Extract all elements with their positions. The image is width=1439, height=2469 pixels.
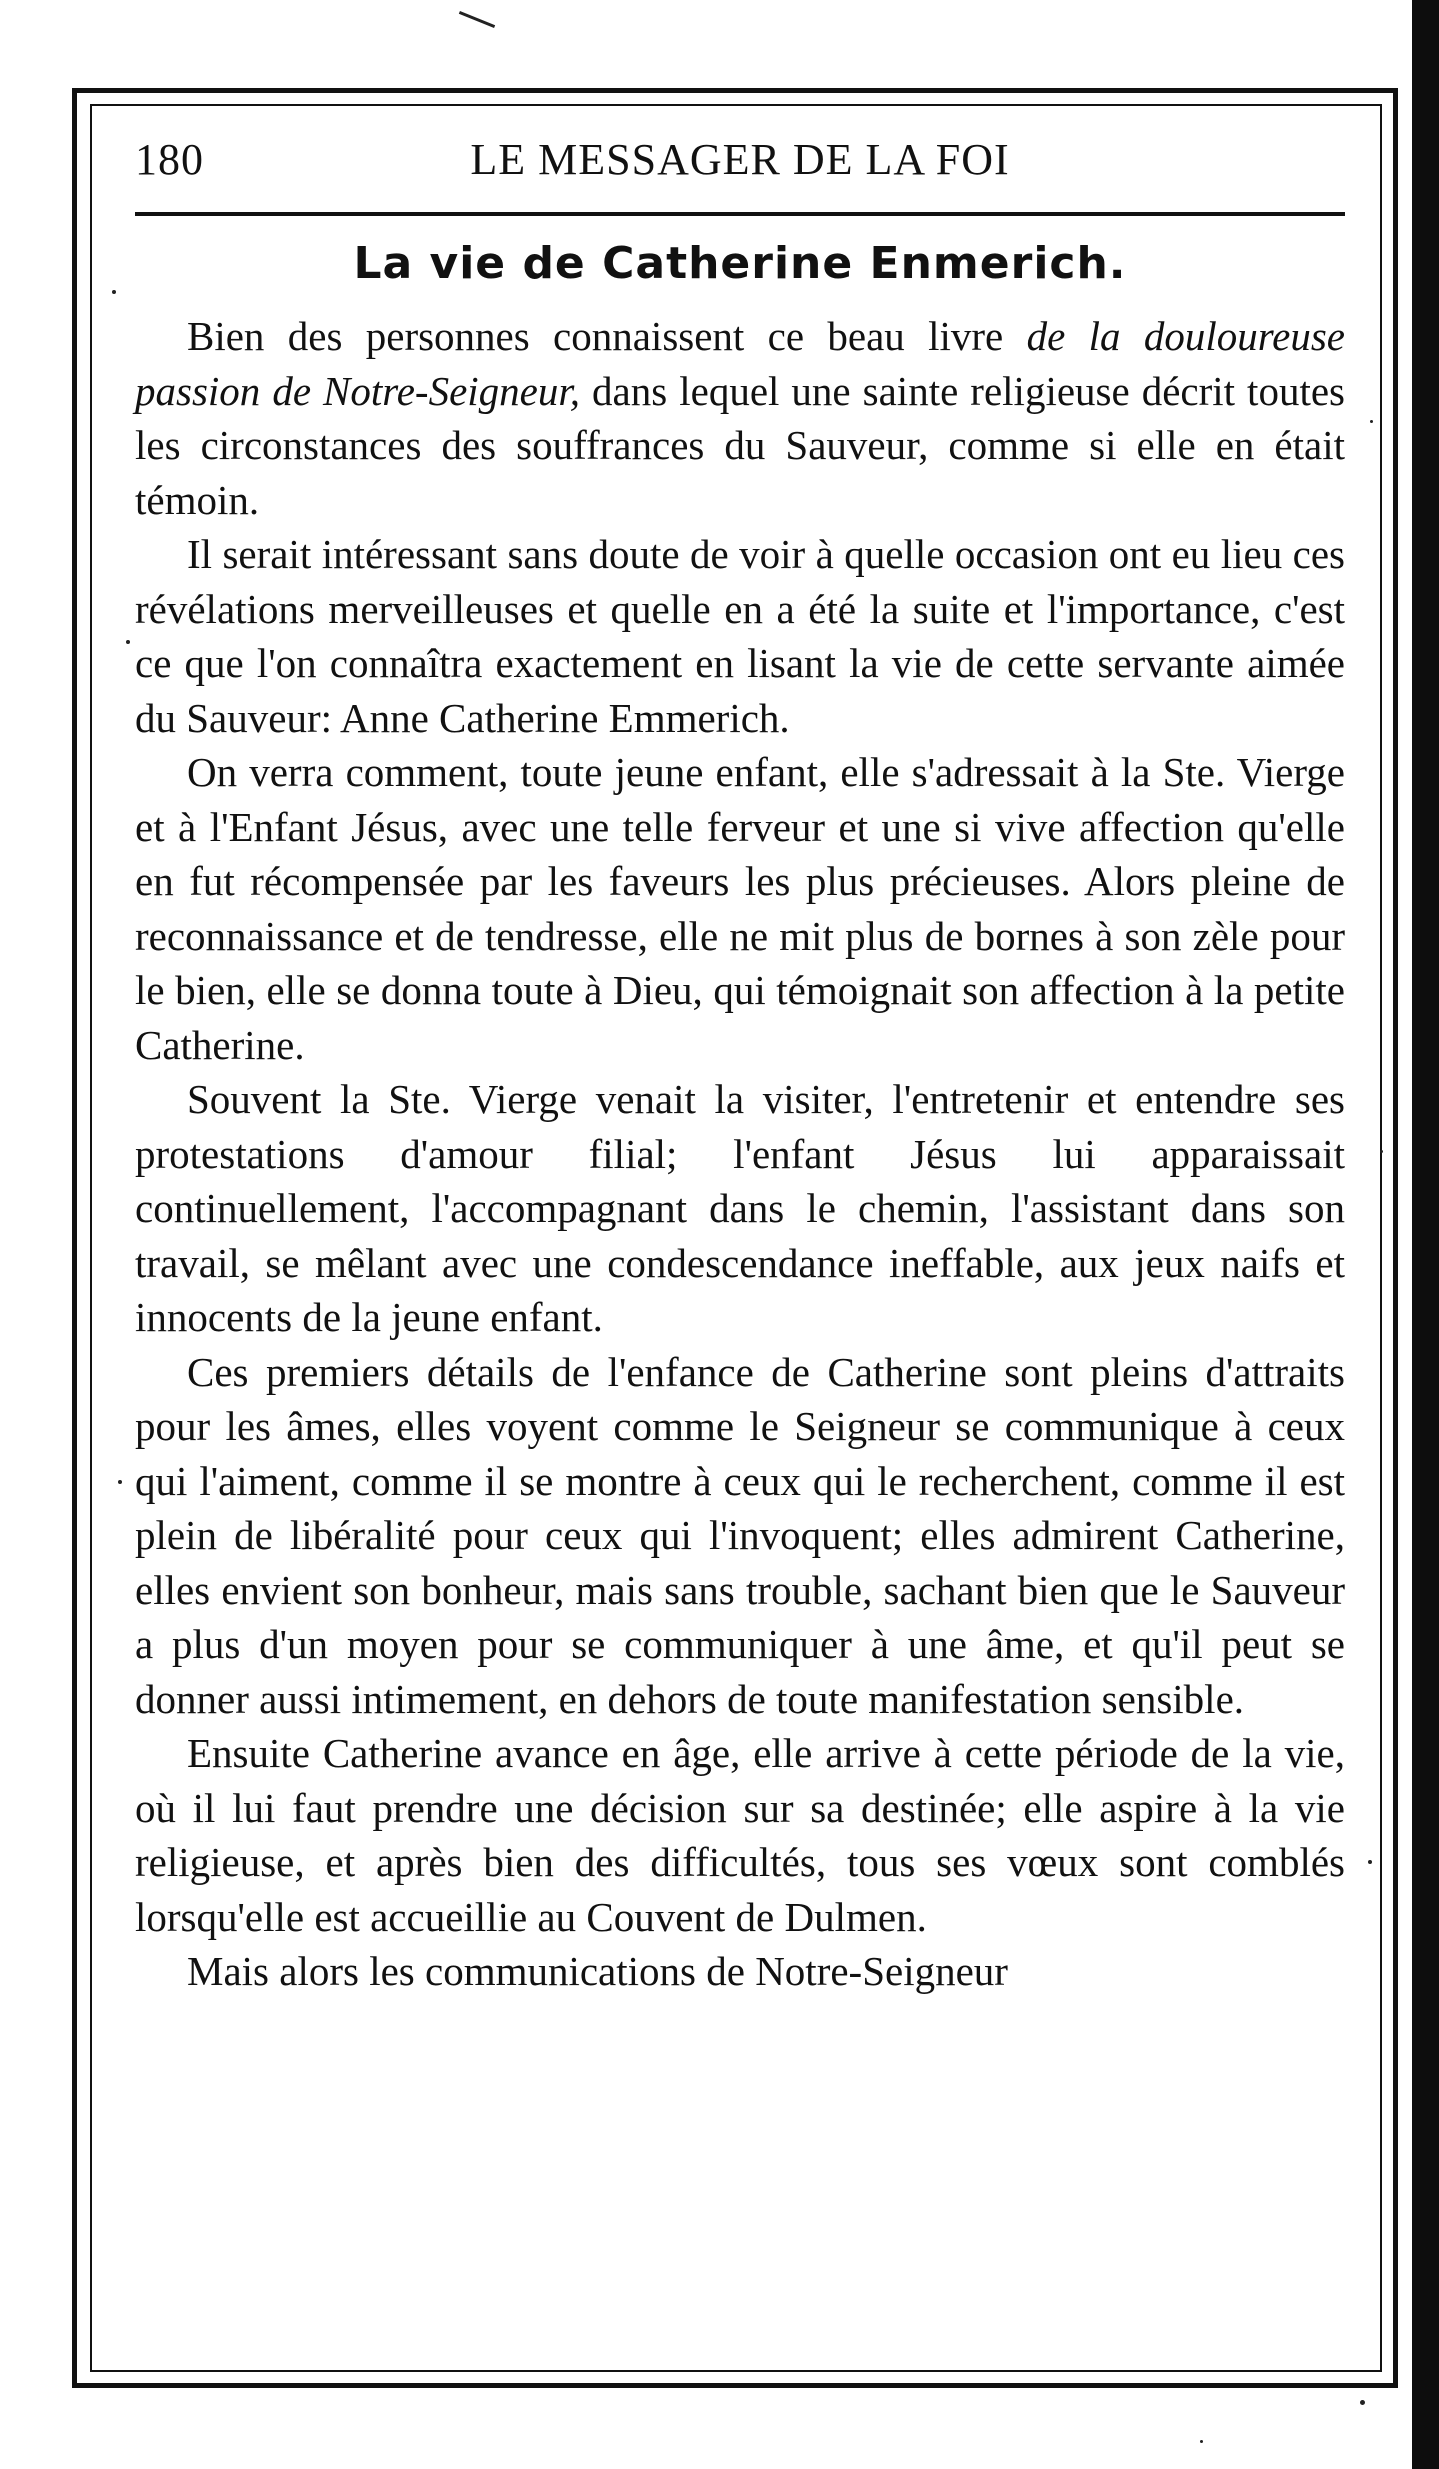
article-body (135, 309, 1345, 1999)
running-header (135, 122, 1345, 194)
paragraph: Ensuite Catherine avance en âge, elle arrive à cette période de la vie, où il lui faut prendre une décision sur sa destinée; elle aspire à la vie religieuse, et après bien des difficultés, tous ses vœux sont comblés lorsqu'elle est accueillie au Couvent de Dulmen. (135, 1730, 1345, 1940)
ink-mark (459, 11, 495, 28)
paragraph: Il serait intéressant sans doute de voir à quelle occasion ont eu lieu ces révélations merveilleuses et quelle en a été la suite et l'importance, c'est ce que l'on connaîtra exactement en lisant la vie de cette servante aimée du Sauveur: Anne Catherine Emmerich. (135, 531, 1345, 741)
paragraph: Ces premiers détails de l'enfance de Catherine sont pleins d'attraits pour les âmes, elles voyent comme le Seigneur se communique à ceux qui l'aiment, comme il se montre à ceux qui le recherchent, comme il est plein de libéralité pour ceux qui l'invoquent; elles admirent Catherine, elles envient son bonheur, mais sans trouble, sachant bien que le Sauveur a plus d'un moyen pour se communiquer à une âme, et qu'il peut se donner aussi intimement, en dehors de toute manifestation sensible. (135, 1348, 1345, 1722)
paragraph-text: Bien des personnes connaissent ce beau livre (187, 313, 1027, 359)
page-content (135, 122, 1345, 1999)
header-rule (135, 212, 1345, 216)
book-title: de la douloureuse passion de Notre-Seigneur, (135, 313, 1346, 414)
paragraph: Souvent la Ste. Vierge venait la visiter, l'entretenir et entendre ses protestations d'amour filial; l'enfant Jésus lui apparaissait continuellement, l'accompagnant dans le chemin, l'assistant dans son travail, se mêlant avec une condescendance ineffable, aux jeux naifs et innocents de la jeune enfant. (135, 1076, 1345, 1340)
paragraph: On verra comment, toute jeune enfant, elle s'adressait à la Ste. Vierge et à l'Enfant Jésus, avec une telle ferveur et une si vive affection qu'elle en fut récompensée par les faveurs les plus précieuses. Alors pleine de reconnaissance et de tendresse, elle ne mit plus de bornes à son zèle pour le bien, elle se donna toute à Dieu, qui témoignait son affection à la petite Catherine. (135, 749, 1345, 1068)
paragraph-text: dans lequel une sainte religieuse décrit toutes les circonstances des souffrances du Sauveur, comme si elle en était témoin. (135, 367, 1345, 523)
journal-title: LE MESSAGER DE LA FOI (470, 135, 1010, 184)
paragraph: Mais alors les communications de Notre-Seigneur (187, 1948, 1008, 1994)
scan-edge (1412, 0, 1439, 2469)
page-number: 180 (135, 135, 204, 184)
article-title: La vie de Catherine Enmerich. (353, 238, 1127, 289)
paragraph (135, 309, 1345, 527)
